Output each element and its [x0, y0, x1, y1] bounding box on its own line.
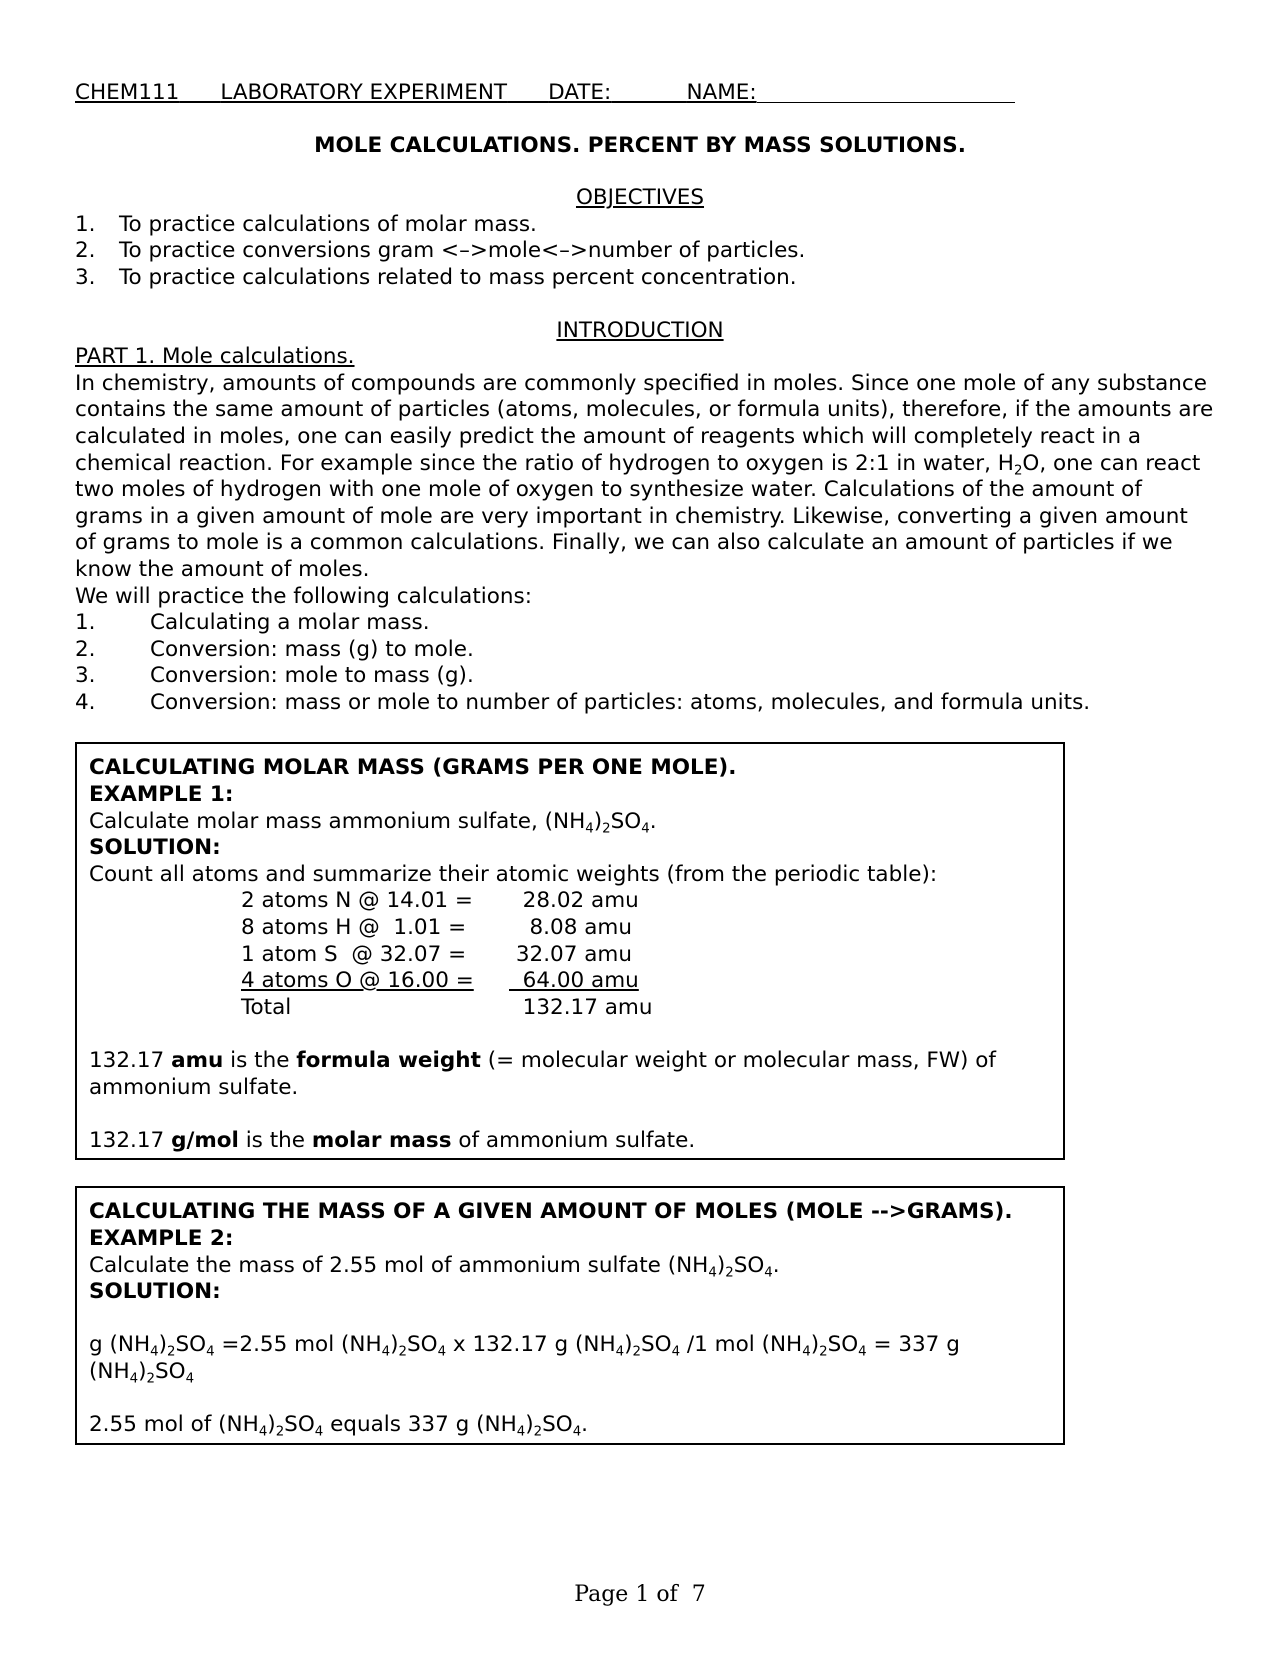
practice-intro: We will practice the following calculations:: [75, 583, 532, 609]
calc-item: 2. Conversion: mass (g) to mole.: [75, 636, 474, 662]
box1-heading: CALCULATING MOLAR MASS (GRAMS PER ONE MOLE).: [89, 755, 737, 781]
header-line: [75, 80, 1215, 107]
example2-box: [75, 1186, 1065, 1444]
solution1-text: Count all atoms and summarize their atomic weights (from the periodic table):: [89, 861, 938, 887]
molar-mass-statement: 132.17 g/mol is the molar mass of ammonium sulfate.: [89, 1127, 696, 1153]
example2-label: EXAMPLE 2:: [89, 1225, 234, 1251]
course-code: CHEM111: [75, 80, 180, 105]
calc-item: 1. Calculating a molar mass.: [75, 610, 430, 636]
calculations-list: [75, 610, 1215, 716]
table-total-row: Total 132.17 amu: [241, 994, 653, 1020]
conclusion-statement: 2.55 mol of $(NH_4)_2SO_4$ equals 337 g $(NH_4)_2SO_4$.: [89, 1412, 589, 1440]
example1-label: EXAMPLE 1:: [89, 782, 234, 808]
part-heading: PART 1. Mole calculations.: [75, 344, 355, 370]
introduction-heading: INTRODUCTION: [556, 317, 724, 343]
solution1-label: SOLUTION:: [89, 835, 221, 861]
formula-weight-statement: 132.17 amu is the formula weight (= molecular weight or molecular mass, FW) of ammonium sulfate.: [89, 1048, 996, 1100]
example1-text: Calculate molar mass ammonium sulfate, $(NH_4)_2SO_4$.: [89, 808, 657, 837]
table-row: 4 atoms O @ 16.00 = 64.00 amu: [241, 968, 639, 994]
intro-paragraph: In chemistry, amounts of compounds are commonly specified in moles. Since one mole of any substance contains the same amount of particles (atoms, molecules, or formula units), therefore, if the amounts are calculated in moles, one can easily predict the amount of reagents which will completely react in a chemical reaction. For example since the ratio of hydrogen to oxygen is 2:1 in water, $H_2O$, one can react two moles of hydrogen with one mole of oxygen to synthesize water. Calculations of the amount of grams in a given amount of mole are very important in chemistry. Likewise, converting a given amount of grams to mole is a common calculations. Finally, we can also calculate an amount of particles if we know the amount of moles.: [75, 370, 1214, 582]
table-row: 8 atoms H @ 1.01 = 8.08 amu: [241, 915, 632, 941]
objective-item: 2. To practice conversions gram <–>mole<–>number of particles.: [75, 238, 806, 264]
objective-item: 3. To practice calculations related to mass percent concentration.: [75, 264, 797, 290]
name-blank-line: [757, 80, 1015, 103]
solution2-label: SOLUTION:: [89, 1279, 221, 1305]
atomic-weight-table: [241, 888, 1051, 1021]
date-label: DATE:: [548, 80, 612, 105]
table-row: 1 atom S @ 32.07 = 32.07 amu: [241, 941, 632, 967]
example1-box: [75, 742, 1065, 1160]
example2-text: Calculate the mass of 2.55 mol of ammonium sulfate $(NH_4)_2SO_4$.: [89, 1252, 780, 1281]
document-page: [75, 80, 1215, 1445]
table-row: 2 atoms N @ 14.01 = 28.02 amu: [241, 888, 639, 914]
calc-item: 4. Conversion: mass or mole to number of particles: atoms, molecules, and formula units.: [75, 689, 1091, 715]
box2-heading: CALCULATING THE MASS OF A GIVEN AMOUNT OF MOLES (MOLE -->GRAMS).: [89, 1199, 1013, 1225]
experiment-label: LABORATORY EXPERIMENT: [220, 80, 508, 105]
mass-equation: g $(NH_4)_2SO_4 =2.55$ mol $(NH_4)_2SO_4$ x 132.17 g $(NH_4)_2SO_4$ /1 mol $(NH_4)_2SO_4 = 337$ g $(NH_4)_2SO_4$: [89, 1332, 960, 1387]
document-title: MOLE CALCULATIONS. PERCENT BY MASS SOLUTIONS.: [314, 132, 966, 158]
objectives-heading: OBJECTIVES: [575, 185, 705, 211]
name-label: NAME:: [686, 80, 757, 105]
objective-item: 1. To practice calculations of molar mass.: [75, 211, 537, 237]
page-footer: Page 1 of 7: [574, 1582, 706, 1607]
calc-item: 3. Conversion: mole to mass (g).: [75, 663, 474, 689]
objectives-list: [75, 212, 1215, 292]
